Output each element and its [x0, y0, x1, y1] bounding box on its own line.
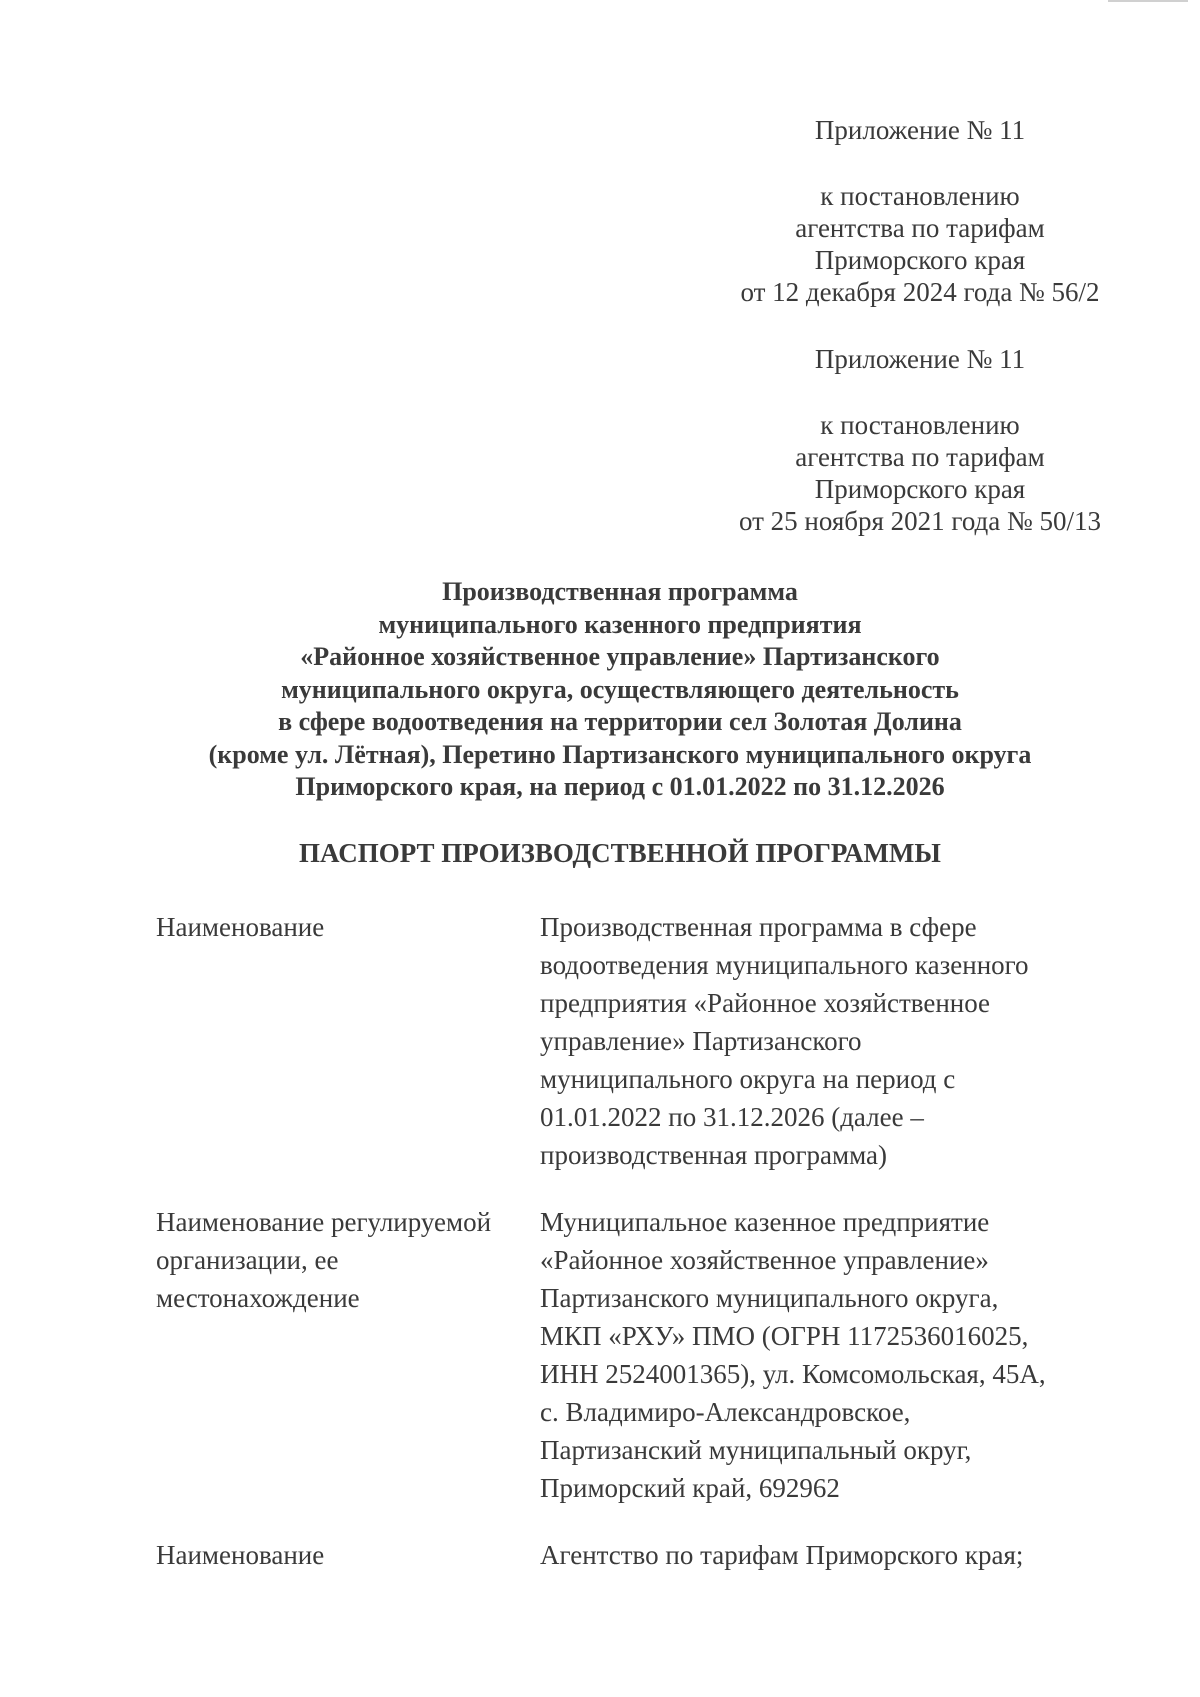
- value-line: 01.01.2022 по 31.12.2026 (далее –: [540, 1102, 924, 1132]
- label-line: местонахождение: [156, 1283, 360, 1313]
- appendix-date-line: от 12 декабря 2024 года № 56/2: [740, 277, 1100, 307]
- title-line: Приморского края, на период с 01.01.2022 по 31.12.2026: [295, 772, 945, 801]
- label-line: Наименование: [156, 1540, 325, 1570]
- appendix-line: агентства по тарифам: [795, 213, 1045, 243]
- appendix-line: Приморского края: [814, 245, 1026, 275]
- passport-value: [540, 908, 1100, 1174]
- appendix-number: Приложение № 11: [814, 344, 1026, 374]
- value-line: Приморский край, 692962: [540, 1473, 840, 1503]
- value-line: Муниципальное казенное предприятие: [540, 1207, 990, 1237]
- passport-heading: ПАСПОРТ ПРОИЗВОДСТВЕННОЙ ПРОГРАММЫ: [299, 838, 941, 868]
- title-line: муниципального казенного предприятия: [378, 609, 862, 639]
- value-line: Агентство по тарифам Приморского края;: [540, 1540, 1024, 1570]
- passport-label: [156, 908, 536, 946]
- passport-value: [540, 1536, 1100, 1574]
- appendix-line: агентства по тарифам: [795, 442, 1045, 472]
- value-line: МКП «РХУ» ПМО (ОГРН 1172536016025,: [540, 1321, 1029, 1351]
- appendix-line: к постановлению: [820, 181, 1020, 211]
- appendix-line: к постановлению: [820, 410, 1020, 440]
- label-line: организации, ее: [156, 1245, 339, 1275]
- value-line: Партизанского муниципального округа,: [540, 1283, 999, 1313]
- appendix-header-current: [710, 114, 1130, 308]
- passport-value: [540, 1203, 1100, 1507]
- title-line: «Районное хозяйственное управление» Партизанского: [300, 642, 940, 671]
- value-line: предприятия «Районное хозяйственное: [540, 988, 991, 1018]
- title-line: муниципального округа, осуществляющего деятельность: [281, 674, 959, 704]
- scan-edge-mark: [1108, 0, 1188, 2]
- passport-label: [156, 1203, 536, 1317]
- appendix-line: Приморского края: [814, 474, 1026, 504]
- value-line: производственная программа): [540, 1140, 887, 1170]
- value-line: управление» Партизанского: [540, 1026, 862, 1056]
- value-line: «Районное хозяйственное управление»: [540, 1245, 989, 1275]
- label-line: Наименование: [156, 912, 325, 942]
- appendix-date-line: от 25 ноября 2021 года № 50/13: [738, 506, 1102, 536]
- value-line: водоотведения муниципального казенного: [540, 950, 1029, 980]
- label-line: Наименование регулируемой: [156, 1207, 492, 1237]
- appendix-number: Приложение № 11: [814, 115, 1026, 145]
- title-line: в сфере водоотведения на территории сел Золотая Долина: [278, 707, 962, 736]
- value-line: ИНН 2524001365), ул. Комсомольская, 45А,: [540, 1359, 1046, 1389]
- title-line: (кроме ул. Лётная), Перетино Партизанского муниципального округа: [208, 739, 1032, 769]
- passport-label: [156, 1536, 536, 1574]
- title-line: Производственная программа: [442, 577, 798, 606]
- appendix-header-previous: [710, 343, 1130, 537]
- program-title: [120, 576, 1120, 804]
- value-line: муниципального округа на период с: [540, 1064, 956, 1094]
- value-line: Партизанский муниципальный округ,: [540, 1435, 972, 1465]
- value-line: с. Владимиро-Александровское,: [540, 1397, 911, 1427]
- value-line: Производственная программа в сфере: [540, 912, 977, 942]
